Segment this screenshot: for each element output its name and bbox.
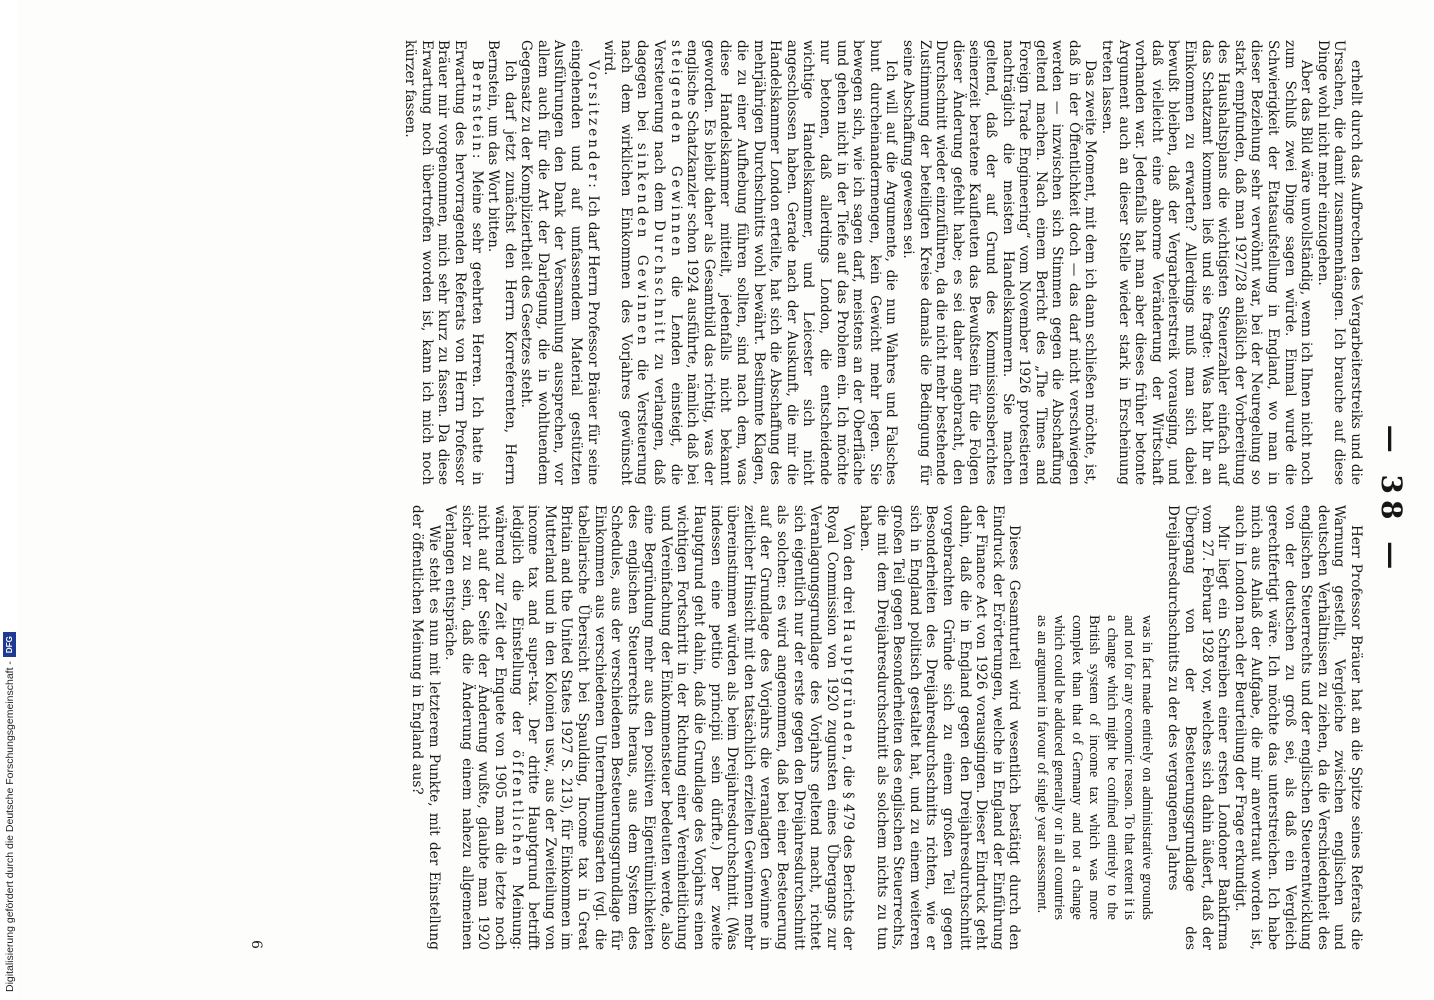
digitization-strip: [0, 0, 18, 1000]
spaced-emphasis: öffentlichen: [508, 750, 525, 869]
spaced-emphasis: steigenden Gewinnen: [667, 40, 684, 260]
paragraph: Wie steht es nun mit letzterem Punkte, mit der Einstellung der öffentlichen Meinung in England aus?: [409, 505, 442, 950]
page-number-header: — 38 —: [1375, 424, 1408, 576]
left-text-column: [402, 40, 1364, 485]
paragraph: Aber das Bild wäre unvollständig, wenn ich Ihnen nicht noch zum Schluß zwei Dinge sagen würde. Einmal wurde die Schwierigkeit der Etatsaufstellung in England, wo man in dieser Beziehung sehr verwöhnt war, bei der Neuregelung so stark empfunden, daß man 1927/28 anläßlich der Vorbereitung des Haushaltsplans die wichtigsten Steuerzahler einfach auf das Schatzamt kommen ließ und sie fragte: Was habt Ihr an Einkommen zu erwarten? Allerdings muß man sich dabei bewußt bleiben, daß der Vergarbeiterstreik vorausging, und daß vielleicht eine abnorme Veränderung der Wirtschaft vorhanden war. Jedenfalls hat man aber dieses früher betonte Argument auch an dieser Stelle wieder stark in Erscheinung treten lassen.: [1099, 40, 1315, 485]
paragraph: Herr Professor Bräuer hat an die Spitze seines Referats die Warnung gestellt, Vergleiche zwischen englischen und deutschen Verhältnissen zu ziehen, da die Verschiedenheit des englischen Steuerrechts und der englischen Steuerentwicklung von der deutschen zu groß sei, als daß ein Vergleich gerechtfertigt wäre. Ich möchte das unterstreichen. Ich habe mich aus Anlaß der Aufgabe, die mir anvertraut worden ist, auch in London nach der Beurteilung der Frage erkundigt.: [1231, 505, 1364, 950]
speaker-label: Vorsitzender:: [584, 60, 601, 191]
dfg-logo: DFG: [3, 632, 16, 657]
paragraph: Von den drei Hauptgründen, die § 479 des Berichts der Royal Commission von 1920 zugunsten eines Übergangs zur Veranlagungsgrundlage des Vorjahrs geltend macht, richtet sich eigentlich nur der erste gegen den Dreijahresdurchschnitt als solchen: es wird angenommen, daß bei einer Besteuerung auf der Grundlage des Vorjahrs die veranlagten Gewinne in zeitlicher Hinsicht mit den tatsächlich erzielten Gewinnen mehr übereinstimmen würden als beim Dreijahresdurchschnitt. (Was indessen eine petitio principii sein dürfte.) Der zweite Hauptgrund geht dahin, daß die Grundlage des Vorjahrs einen wichtigen Fortschritt in der Richtung einer Vereinheitlichung und Vereinfachung der Einkommensteuer bedeuten werde, also eine Begründung mehr aus den positiven Eigentümlichkeiten des englischen Steuerrechts heraus, aus dem System des Schedules, aus der verschiedenen Besteuerungsgrundlage für Einkommen aus verschiedenen Unternehmungsarten (vgl. die tabellarische Übersicht bei Spaulding, Income tax in Great Britain and the United States 1927 S. 213), für Einkommen im Mutterland und in den Kolonien usw., aus der Zweiteilung von income tax and super-tax. Der dritte Hauptgrund betrifft lediglich die Einstellung der öffentlichen Meinung: während zur Zeit der Enquete von 1905 man die letzte noch nicht auf der Seite der Änderung wußte, glaubte man 1920 sicher zu sein, daß die Änderung einem nahezu allgemeinen Verlangen entspräche.: [442, 505, 857, 950]
signature-mark: 6: [248, 940, 264, 949]
english-quotation: was in fact made entirely on administrative grounds and not for any economic reason. To that extent it is a change which might be confined entirely to the British system of income tax which was more complex than that of Germany and not a change which could be adduced generally or in all countries as an argument in favour of single year assessment.: [1033, 615, 1155, 920]
paragraph: Vorsitzender: Ich darf Herrn Professor Bräuer für seine eingehenden und auf umfassendem Material gestützten Ausführungen den Dank der Versammlung aussprechen, vor allem auch für die Art der Darlegung, die in wohltuendem Gegensatz zu der Kompliziertheit des Gesetzes steht.: [518, 40, 601, 485]
digitization-credit: Digitalisierung gefördert durch die Deutsche Forschungsgemeinschaft -: [3, 661, 16, 992]
paragraph: Ich darf jetzt zunächst den Herrn Korreferenten, Herrn Bernstein, um das Wort bitten.: [485, 40, 518, 485]
right-text-column: [408, 505, 1364, 950]
paragraph: Bernstein: Meine sehr geehrten Herren. Ich hatte in Erwartung des hervorragenden Referats von Herrn Professor Bräuer mir vorgenommen, mich sehr kurz zu fassen. Da diese Erwartung noch übertroffen worden ist, kann ich mich noch kürzer fassen.: [402, 40, 485, 485]
paragraph: erhellt durch das Aufbrechen des Vergarbeiterstreiks und die Ursachen, die damit zusammenhängen. Ich brauche auf diese Dinge wohl nicht mehr einzugehen.: [1314, 40, 1364, 485]
spaced-emphasis: Hauptgründen: [840, 619, 857, 757]
paragraph: Ich will auf die Argumente, die nun Wahres und Falsches bunt durcheinandermengen, kein Gewicht mehr legen. Sie bewegen sich, wie ich sagen darf, meistens an der Oberfläche und gehen nicht in der Tiefe auf das Problem ein. Ich möchte nur betonen, daß allerdings London, die entscheidende wichtige Handelskammer, und Leicester sich nicht angeschlossen haben. Gerade nach der Auskunft, die mir die Handelskammer London erteilte, hat sich die Abschaffung des mehrjährigen Durchschnitts wohl bewährt. Bestimmte Klagen, die zu einer Aufhebung führen sollten, sind nach dem, was diese Handelskammer mitteilt, jedenfalls nicht bekannt geworden. Es bleibt daher als Gesamtbild das richtig, was der englische Schatzkanzler schon 1924 ausführte, nämlich daß bei steigenden Gewinnen die Lenden einsteigt, die Versteuerung nach dem Durchschnitt zu verlangen, daß dagegen bei sinkenden Gewinnen die Versteuerung nach dem wirklichen Einkommen des Vorjahres gewünscht wird.: [601, 40, 900, 485]
spaced-emphasis: Durchschnitt: [651, 220, 668, 346]
paragraph: Mir liegt ein Schreiben einer ersten Londoner Bankfirma vom 27. Februar 1928 vor, welches sich dahin äußert, daß der Übergang von der Besteuerungsgrundlage des Dreijahresdurchschnitts zu der des vergangenen Jahres: [1165, 505, 1232, 950]
spaced-emphasis: sinkenden Gewinnen: [634, 142, 651, 349]
paragraph: Dieses Gesamturteil wird wesentlich bestätigt durch den Eindruck der Erörterungen, welche in England der Einführung der Finance Act von 1926 vorausgingen. Dieser Eindruck geht dahin, daß die in England gegen den Dreijahresdurchschnitt vorgebrachten Gründe sich zu einem großen Teil gegen Besonderheiten des Dreijahresdurchschnitts richten, wie er sich in England politisch gestaltet hat, und zu einem weiteren großen Teil gegen Besonderheiten des englischen Steuerrechts, die mit dem Dreijahresdurchschnitt als solchem nichts zu tun haben.: [857, 505, 1023, 950]
paragraph: Das zweite Moment, mit dem ich dann schließen möchte, ist, daß in der Öffentlichkeit doch — das darf nicht verschwiegen werden — inzwischen sich Stimmen gegen die Abschaffung geltend machen. Nach einem Bericht des „The Times and Foreign Trade Engineering“ vom November 1926 protestieren nachträglich die meisten Handelskammern. Sie machen geltend, daß der auf Grund des Kommissionsberichtes seinerzeit beratene Kaufleuten das Bewußtsein für die Folgen dieser Änderung gefehlt habe; es sei daher angebracht, den Durchschnitt wieder einzuführen, da die nicht mehr bestehende Zustimmung der beteiligten Kreise damals die Bedingung für seine Abschaffung gewesen sei.: [899, 40, 1099, 485]
speaker-label: Bernstein:: [468, 60, 485, 162]
